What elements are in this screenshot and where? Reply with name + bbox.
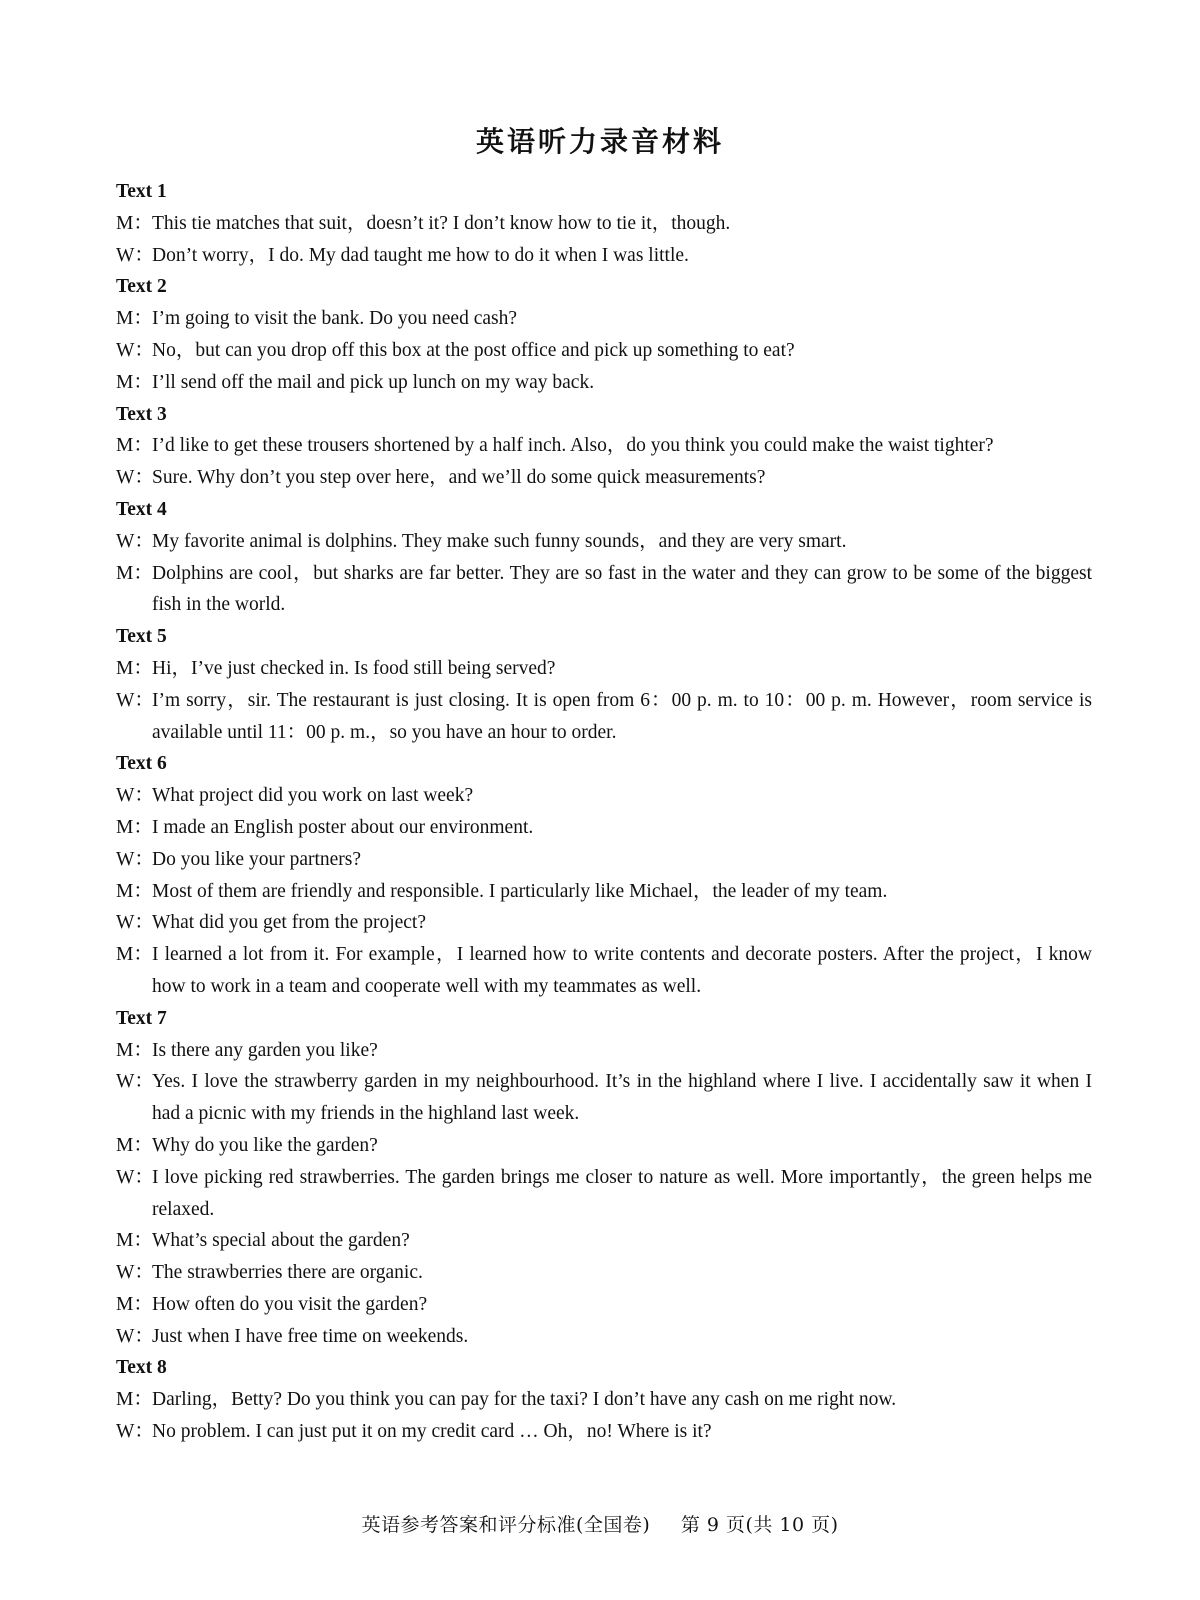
dialogue-line (116, 303, 1092, 335)
speaker-label: M： (116, 435, 153, 457)
dialogue-text: Most of them are friendly and responsible. I particularly like Michael，the leader of my team. (152, 880, 888, 902)
dialogue-text: Why do you like the garden? (152, 1134, 378, 1156)
dialogue-text: Hi，I’ve just checked in. Is food still being served? (152, 657, 556, 679)
text-heading: Text 4 (116, 498, 167, 520)
dialogue-line (116, 812, 1092, 844)
dialogue-text: What project did you work on last week? (152, 785, 474, 807)
footer-page-number: 第 9 页(共 10 页) (680, 1514, 839, 1536)
dialogue-text: Just when I have free time on weekends. (152, 1325, 469, 1347)
dialogue-line (116, 367, 1092, 399)
dialogue-line (116, 526, 1092, 558)
dialogue-line (116, 462, 1092, 494)
speaker-label: W： (116, 530, 154, 552)
dialogue-line (116, 1066, 1092, 1130)
text-heading: Text 8 (116, 1357, 167, 1379)
speaker-label: M： (116, 562, 153, 584)
speaker-label: M： (116, 212, 153, 234)
speaker-label: M： (116, 308, 153, 330)
speaker-label: W： (116, 785, 154, 807)
footer-document-name: 英语参考答案和评分标准(全国卷) (361, 1514, 651, 1536)
text-heading: Text 2 (116, 276, 167, 298)
dialogue-text: Is there any garden you like? (152, 1039, 378, 1061)
dialogue-text: I’m sorry，sir. The restaurant is just closing. It is open from 6：00 p. m. to 10：00 p. m. However，room service is available until 11：00 p. m.，so you have an hour to order. (152, 689, 1092, 743)
dialogue-line (116, 1384, 1092, 1416)
speaker-label: W： (116, 912, 154, 934)
speaker-label: M： (116, 944, 153, 966)
dialogue-text: I love picking red strawberries. The garden brings me closer to nature as well. More importantly，the green helps me relaxed. (152, 1166, 1092, 1220)
speaker-label: M： (116, 880, 153, 902)
dialogue-text: My favorite animal is dolphins. They make such funny sounds，and they are very smart. (152, 530, 847, 552)
dialogue-line (116, 1035, 1092, 1067)
speaker-label: M： (116, 816, 153, 838)
speaker-label: W： (116, 689, 154, 711)
dialogue-line (116, 907, 1092, 939)
dialogue-text: How often do you visit the garden? (152, 1293, 428, 1315)
speaker-label: W： (116, 244, 154, 266)
dialogue-text: The strawberries there are organic. (152, 1262, 423, 1284)
dialogue-text: Yes. I love the strawberry garden in my neighbourhood. It’s in the highland where I live. I accidentally saw it when I had a picnic with my friends in the highland last week. (152, 1071, 1092, 1125)
speaker-label: M： (116, 1389, 153, 1411)
speaker-label: M： (116, 1293, 153, 1315)
dialogue-line (116, 780, 1092, 812)
dialogue-text: No，but can you drop off this box at the post office and pick up something to eat? (152, 339, 795, 361)
text-heading: Text 3 (116, 403, 167, 425)
page-footer (0, 1510, 1200, 1537)
dialogue-line (116, 335, 1092, 367)
dialogue-text: I’d like to get these trousers shortened by a half inch. Also，do you think you could make the waist tighter? (152, 435, 994, 457)
text-heading: Text 7 (116, 1007, 167, 1029)
dialogue-text: I made an English poster about our environment. (152, 816, 534, 838)
dialogue-line (116, 1130, 1092, 1162)
dialogue-text: Don’t worry，I do. My dad taught me how to do it when I was little. (152, 244, 689, 266)
speaker-label: W： (116, 1421, 154, 1443)
dialogue-line (116, 844, 1092, 876)
page-title: 英语听力录音材料 (475, 125, 724, 158)
speaker-label: M： (116, 1134, 153, 1156)
speaker-label: W： (116, 1071, 154, 1093)
dialogue-line (116, 1162, 1092, 1226)
dialogue-text: This tie matches that suit，doesn’t it? I don’t know how to tie it，though. (152, 212, 731, 234)
speaker-label: W： (116, 1262, 154, 1284)
dialogue-text: What’s special about the garden? (152, 1230, 410, 1252)
dialogue-text: Do you like your partners? (152, 848, 362, 870)
speaker-label: M： (116, 371, 153, 393)
speaker-label: W： (116, 1325, 154, 1347)
dialogue-line (116, 685, 1092, 749)
dialogue-line (116, 240, 1092, 272)
dialogue-line (116, 1225, 1092, 1257)
dialogue-line (116, 1416, 1092, 1448)
dialogue-text: I learned a lot from it. For example，I learned how to write contents and decorate posters. After the project，I know how to work in a team and cooperate well with my teammates as well. (152, 944, 1092, 997)
dialogue-line (116, 876, 1092, 908)
dialogue-text: Darling，Betty? Do you think you can pay for the taxi? I don’t have any cash on me right now. (152, 1389, 897, 1411)
dialogue-text: I’ll send off the mail and pick up lunch on my way back. (152, 371, 595, 393)
speaker-label: W： (116, 848, 154, 870)
dialogue-text: Dolphins are cool，but sharks are far better. They are so fast in the water and they can grow to be some of the biggest fish in the world. (152, 562, 1092, 616)
dialogue-line (116, 653, 1092, 685)
speaker-label: M： (116, 1230, 153, 1252)
dialogue-line (116, 430, 1092, 462)
dialogue-text: What did you get from the project? (152, 912, 426, 934)
speaker-label: W： (116, 1166, 154, 1188)
dialogue-text: I’m going to visit the bank. Do you need cash? (152, 308, 518, 330)
speaker-label: W： (116, 467, 154, 489)
dialogue-line (116, 1289, 1092, 1321)
text-heading: Text 5 (116, 626, 167, 648)
dialogue-line (116, 208, 1092, 240)
transcript-body (116, 176, 1092, 1448)
dialogue-text: No problem. I can just put it on my credit card … Oh，no! Where is it? (152, 1421, 712, 1443)
dialogue-text: Sure. Why don’t you step over here，and we’ll do some quick measurements? (152, 467, 766, 489)
text-heading: Text 6 (116, 753, 167, 775)
text-heading: Text 1 (116, 181, 167, 202)
dialogue-line (116, 1257, 1092, 1289)
dialogue-line (116, 558, 1092, 622)
speaker-label: M： (116, 1039, 153, 1061)
dialogue-line (116, 939, 1092, 1003)
speaker-label: W： (116, 339, 154, 361)
speaker-label: M： (116, 657, 153, 679)
dialogue-line (116, 1321, 1092, 1353)
